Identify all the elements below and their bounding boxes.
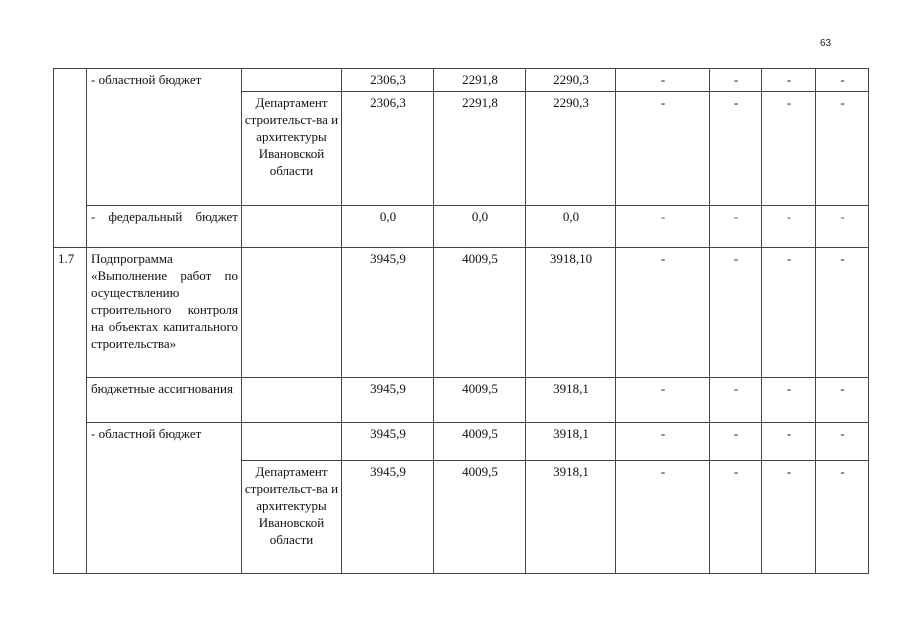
row-number-cell: [54, 92, 87, 206]
value-cell: 3945,9: [342, 423, 434, 461]
dash-cell: -: [762, 206, 816, 248]
row-number-cell: [54, 461, 87, 574]
dash-cell: -: [616, 248, 710, 378]
value-cell: 3945,9: [342, 461, 434, 574]
department-cell: [242, 206, 342, 248]
dash-cell: -: [616, 423, 710, 461]
value-cell: 3918,1: [526, 423, 616, 461]
dash-cell: -: [616, 69, 710, 92]
dash-cell: -: [710, 248, 762, 378]
row-name-cell: - областной бюджет: [87, 423, 242, 461]
dash-cell: -: [710, 378, 762, 423]
row-number-cell: [54, 423, 87, 461]
table-row: [54, 461, 869, 574]
dash-cell: -: [762, 461, 816, 574]
department-cell: [242, 69, 342, 92]
row-name-cell: Подпрограмма «Выполнение работ по осуществлению строительного контроля на объектах капитального строительства»: [87, 248, 242, 378]
dash-cell: -: [762, 92, 816, 206]
value-cell: 4009,5: [434, 423, 526, 461]
department-cell: [242, 423, 342, 461]
page-number: 63: [820, 38, 832, 49]
dash-cell: -: [710, 206, 762, 248]
dash-cell: -: [816, 423, 869, 461]
value-cell: 3918,1: [526, 378, 616, 423]
value-cell: 4009,5: [434, 461, 526, 574]
value-cell: 0,0: [434, 206, 526, 248]
dash-cell: -: [616, 92, 710, 206]
value-cell: 3945,9: [342, 378, 434, 423]
dash-cell: -: [710, 461, 762, 574]
table-row: [54, 248, 869, 378]
dash-cell: -: [816, 92, 869, 206]
dash-cell: -: [816, 378, 869, 423]
dash-cell: -: [710, 69, 762, 92]
table-row: [54, 423, 869, 461]
dash-cell: -: [616, 461, 710, 574]
dash-cell: -: [816, 461, 869, 574]
row-number-cell: 1.7: [54, 248, 87, 378]
dash-cell: -: [816, 69, 869, 92]
value-cell: 3945,9: [342, 248, 434, 378]
row-number-cell: [54, 69, 87, 92]
value-cell: 2290,3: [526, 92, 616, 206]
department-cell: Департамент строительст-ва и архитектуры Ивановской области: [242, 92, 342, 206]
dash-cell: -: [710, 423, 762, 461]
table-row: [54, 69, 869, 92]
table-row: [54, 378, 869, 423]
budget-table: [53, 68, 869, 574]
value-cell: 0,0: [526, 206, 616, 248]
value-cell: 2291,8: [434, 92, 526, 206]
dash-cell: -: [616, 206, 710, 248]
dash-cell: -: [762, 69, 816, 92]
row-number-cell: [54, 378, 87, 423]
value-cell: 2306,3: [342, 92, 434, 206]
row-name-cell: [87, 92, 242, 206]
dash-cell: -: [816, 248, 869, 378]
department-cell: [242, 248, 342, 378]
row-name-cell: - областной бюджет: [87, 69, 242, 92]
row-name-cell: - федеральный бюджет: [87, 206, 242, 248]
value-cell: 2291,8: [434, 69, 526, 92]
value-cell: 0,0: [342, 206, 434, 248]
value-cell: 3918,10: [526, 248, 616, 378]
row-number-cell: [54, 206, 87, 248]
department-cell: [242, 378, 342, 423]
dash-cell: -: [762, 248, 816, 378]
value-cell: 2306,3: [342, 69, 434, 92]
value-cell: 4009,5: [434, 378, 526, 423]
dash-cell: -: [616, 378, 710, 423]
value-cell: 2290,3: [526, 69, 616, 92]
dash-cell: -: [762, 423, 816, 461]
dash-cell: -: [816, 206, 869, 248]
table-row: [54, 92, 869, 206]
value-cell: 3918,1: [526, 461, 616, 574]
row-name-cell: [87, 461, 242, 574]
value-cell: 4009,5: [434, 248, 526, 378]
table-row: [54, 206, 869, 248]
row-name-cell: бюджетные ассигнования: [87, 378, 242, 423]
dash-cell: -: [762, 378, 816, 423]
dash-cell: -: [710, 92, 762, 206]
department-cell: Департамент строительст-ва и архитектуры Ивановской области: [242, 461, 342, 574]
